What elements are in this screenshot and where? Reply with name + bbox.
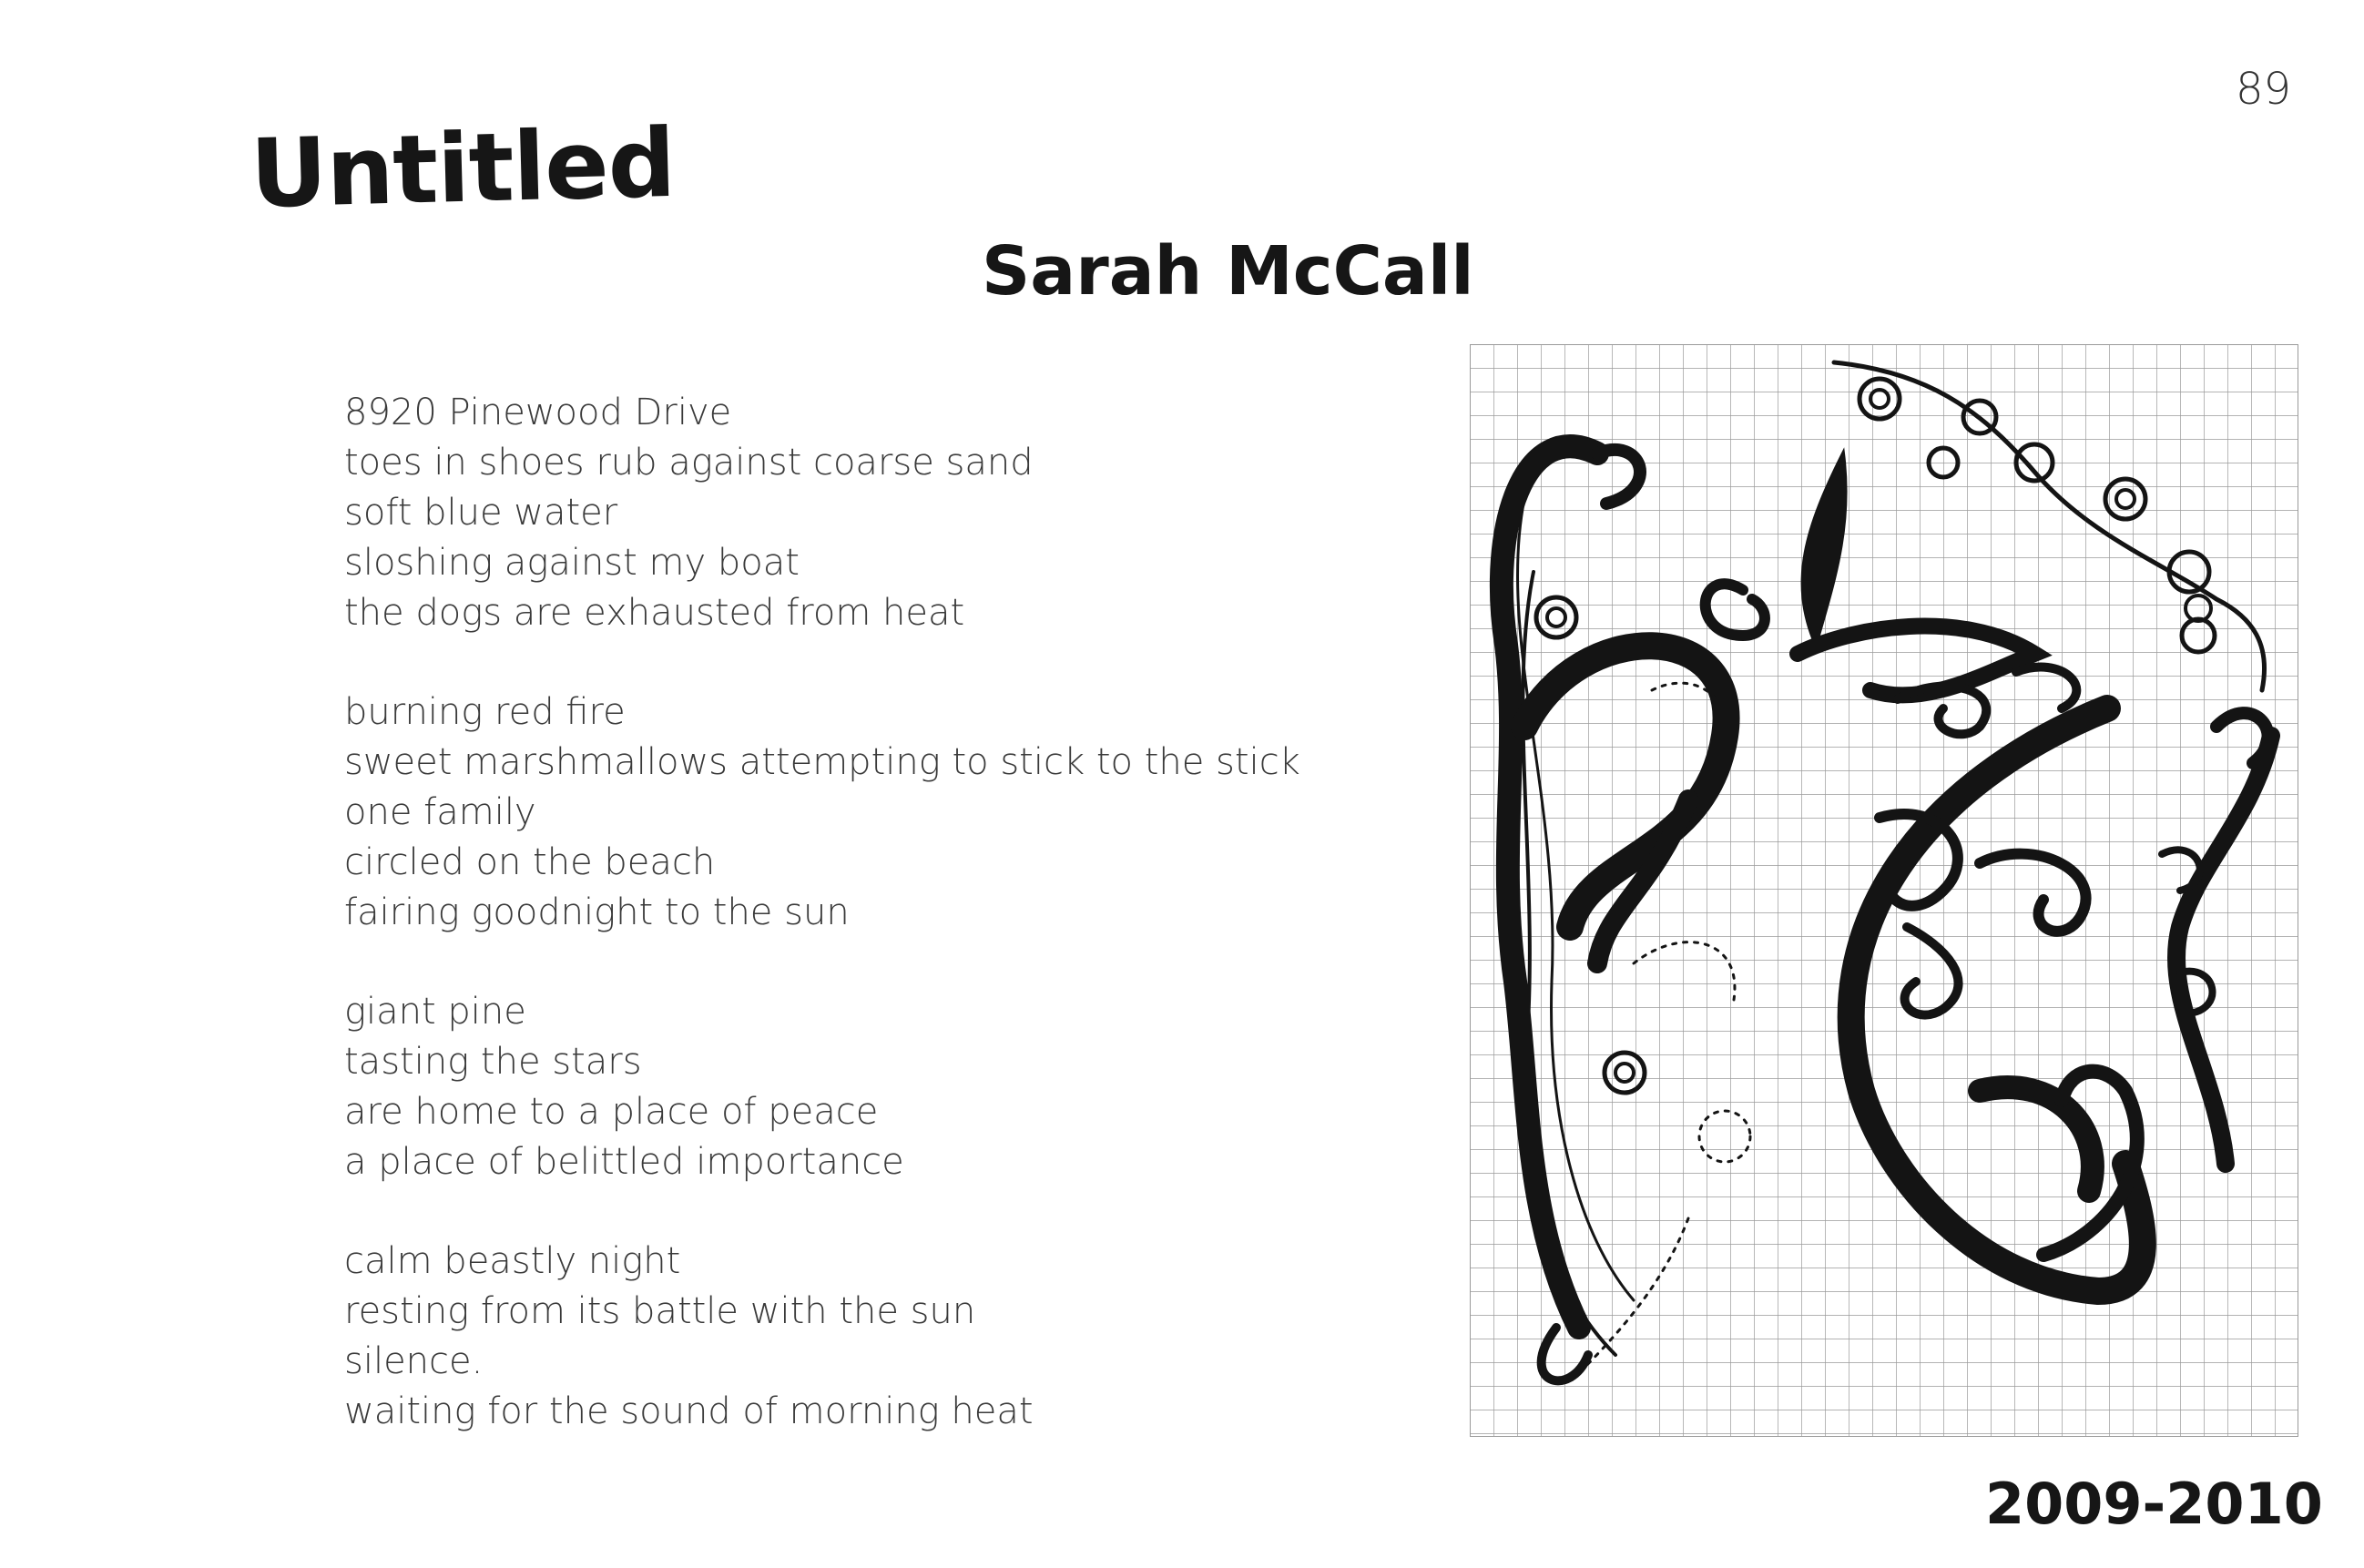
poem-line: fairing goodnight to the sun — [344, 891, 850, 933]
year-label: 2009-2010 — [1985, 1471, 2323, 1537]
stanza — [344, 987, 1255, 1187]
poem-line: circled on the beach — [344, 841, 716, 883]
ink-drawing-on-graph-paper — [1470, 344, 2298, 1437]
page-number: 89 — [2236, 64, 2292, 115]
stanza — [344, 388, 1255, 638]
poem-line: tasting the stars — [344, 1041, 642, 1083]
poem-line: one family — [344, 791, 536, 833]
poem-line: giant pine — [344, 991, 526, 1033]
poem-line: 8920 Pinewood Drive — [344, 392, 732, 433]
poem-line: soft blue water — [344, 492, 618, 534]
poem-line: burning red fire — [344, 691, 626, 733]
poem-line: toes in shoes rub against coarse sand — [344, 442, 1034, 484]
poem-body — [344, 388, 1300, 1486]
poem-title: Untitled — [249, 107, 677, 229]
poem-line: sweet marshmallows attempting to stick to the stick — [344, 741, 1300, 783]
poem-line: are home to a place of peace — [344, 1091, 879, 1133]
poem-line: calm beastly night — [344, 1240, 681, 1282]
author-name: Sarah McCall — [982, 232, 1474, 311]
stanza — [344, 1237, 1255, 1437]
poem-line: sloshing against my boat — [344, 542, 800, 584]
poem-line: the dogs are exhausted from heat — [344, 592, 965, 634]
poem-line: resting from its battle with the sun — [344, 1290, 976, 1332]
stanza — [344, 687, 1300, 938]
poem-line: a place of belittled importance — [344, 1141, 904, 1183]
poem-line: waiting for the sound of morning heat — [344, 1390, 1034, 1432]
poem-line: silence. — [344, 1340, 484, 1382]
